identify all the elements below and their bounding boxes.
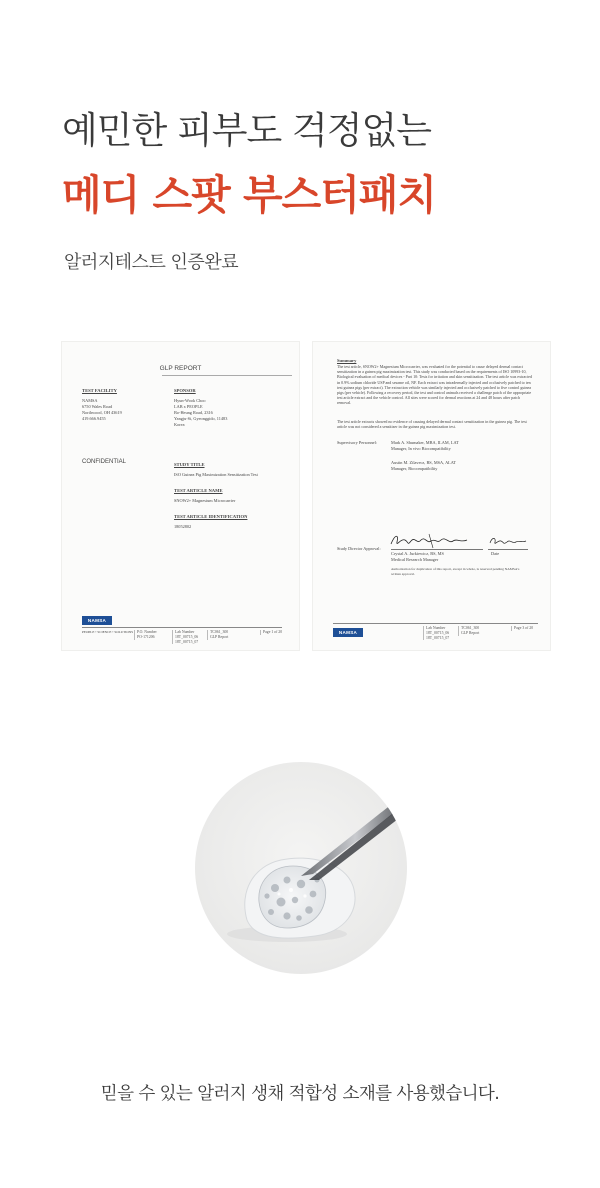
director-title: Medical Research Manager [391, 557, 439, 562]
sponsor-line: Hyun-Wook Choo [174, 398, 206, 403]
footer-tcode [207, 630, 228, 640]
sponsor-line: Yangju-Si, Gyeonggido, 11483 [174, 416, 228, 421]
date-signature [488, 534, 528, 548]
test-facility-label: TEST FACILITY [82, 388, 117, 393]
test-facility-line: NAMSA [82, 398, 98, 403]
caption: 믿을 수 있는 알러지 생채 적합성 소재를 사용했습니다. [100, 1084, 500, 1104]
footer-rule [333, 623, 538, 624]
footer-lab-label: Lab Number [175, 630, 195, 634]
glp-report-cover-page [62, 342, 299, 650]
footer-lab [423, 626, 449, 640]
signature-line [391, 549, 483, 550]
supervisor-title: Manager, In vivo Biocompatibility [391, 446, 451, 451]
supervisor-name: Mark A. Shumaker, MBA, ILAM, LAT [391, 440, 459, 445]
test-facility-line: 6750 Wales Road [82, 404, 113, 409]
product-photo [195, 762, 407, 974]
namsa-logo: NAMSA [82, 616, 112, 625]
tweezers-icon [301, 792, 407, 876]
sponsor-line: Korea [174, 422, 185, 427]
test-article-id-label: TEST ARTICLE IDENTIFICATION [174, 514, 248, 519]
test-facility-line: 419.666.9455 [82, 416, 106, 421]
summary-label: Summary [337, 358, 357, 363]
subtitle: 알러지테스트 인증완료 [64, 252, 239, 273]
headline-line-2: 메디 스팟 부스터패치 [62, 171, 437, 219]
test-facility-line: Northwood, OH 43619 [82, 410, 122, 415]
footer-tagline: PEOPLE • SCIENCE • SOLUTIONS [82, 630, 134, 634]
divider [162, 375, 292, 376]
sponsor-line: Bo-Heung Road, 2316 [174, 410, 213, 415]
footer-tcode-label: GLP Report [461, 630, 480, 635]
footer-lab-label: Lab Number [426, 626, 446, 630]
headline-line-1: 예민한 피부도 걱정없는 [62, 109, 431, 152]
sponsor-label: SPONSOR [174, 388, 196, 393]
footer-tcode-value: TC061_300 [210, 630, 229, 634]
footer-page: Page 1 of 20 [260, 630, 282, 635]
confidential-label: CONFIDENTIAL [82, 459, 127, 465]
supervisory-label: Supervisory Personnel: [337, 440, 377, 445]
summary-paragraph-1: The test article, SNOW2+ Magnesium Microcarrier, was evaluated for the potential to cause delayed dermal contact sensitization in a guinea pig maximization test. This study was conducted based on the requirements of ISO 10993-10, Biological evaluation of medical devices - Part 10: Tests for irritation and skin sensitization. The test article was extracted in 0.9% sodium chloride USP and sesame oil, NF. Each extract was intradermally injected and occlusively patched to ten test guinea pigs (per extract). The extraction vehicle was similarly injected and occlusively patched to five control guinea pigs (per vehicle). Following a recovery period, the test and control animals received a challenge patch of the appropriate test article extract and the vehicle control. All sites were scored for dermal reactions at 24 and 48 hours after patch removal. [337, 364, 532, 406]
study-title: ISO Guinea Pig Maximization Sensitization Test [174, 472, 258, 477]
test-article-id: 18052802 [174, 524, 192, 529]
footer-lab-value: 18T_00715_06 [175, 634, 199, 639]
glp-report-summary-page [313, 342, 550, 650]
footer-rule [82, 627, 282, 628]
footer-lab [172, 630, 198, 644]
sponsor-line: LAB x PEOPLE [174, 404, 203, 409]
footer-lab-value: 18T_00715_07 [175, 639, 199, 644]
footer-lab-value: 18T_00715_06 [426, 630, 450, 635]
footer-po [134, 630, 157, 640]
footer-page: Page 3 of 20 [511, 626, 533, 631]
test-article-name: SNOW2+ Magnesium Microcarrier [174, 498, 236, 503]
date-line [488, 549, 528, 550]
namsa-logo: NAMSA [333, 628, 363, 637]
director-signature [389, 532, 489, 550]
study-title-label: STUDY TITLE [174, 462, 205, 467]
report-title: GLP REPORT [159, 365, 202, 372]
date-label: Date [491, 551, 500, 556]
summary-paragraph-2: The test article extracts showed no evidence of causing delayed dermal contact sensitization in the guinea pig. The test article was not considered a sensitizer in the guinea pig maximization test. [337, 419, 527, 430]
footer-po-label: P.O. Number [137, 630, 157, 634]
authorization-note: Authorization for duplication of this report, except in whole, is reserved pending NAMSA's written approval. [391, 567, 520, 576]
patch-with-tweezers-illustration [195, 762, 407, 974]
footer-po-value: PO-171206 [137, 634, 155, 639]
director-label: Study Director Approval: [337, 546, 381, 551]
test-article-name-label: TEST ARTICLE NAME [174, 488, 223, 493]
footer-tcode-value: TC061_300 [461, 626, 480, 630]
footer-tcode-label: GLP Report [210, 634, 229, 639]
supervisor-title: Manager, Biocompatibility [391, 466, 438, 471]
footer-tcode [458, 626, 479, 636]
supervisor-name: Austin M. Zilavecz, BS, MSA, ALAT [391, 460, 457, 465]
director-name: Crystal A. Jurkiewicz, BS, MS [391, 551, 444, 556]
footer-lab-value: 18T_00715_07 [426, 635, 450, 640]
